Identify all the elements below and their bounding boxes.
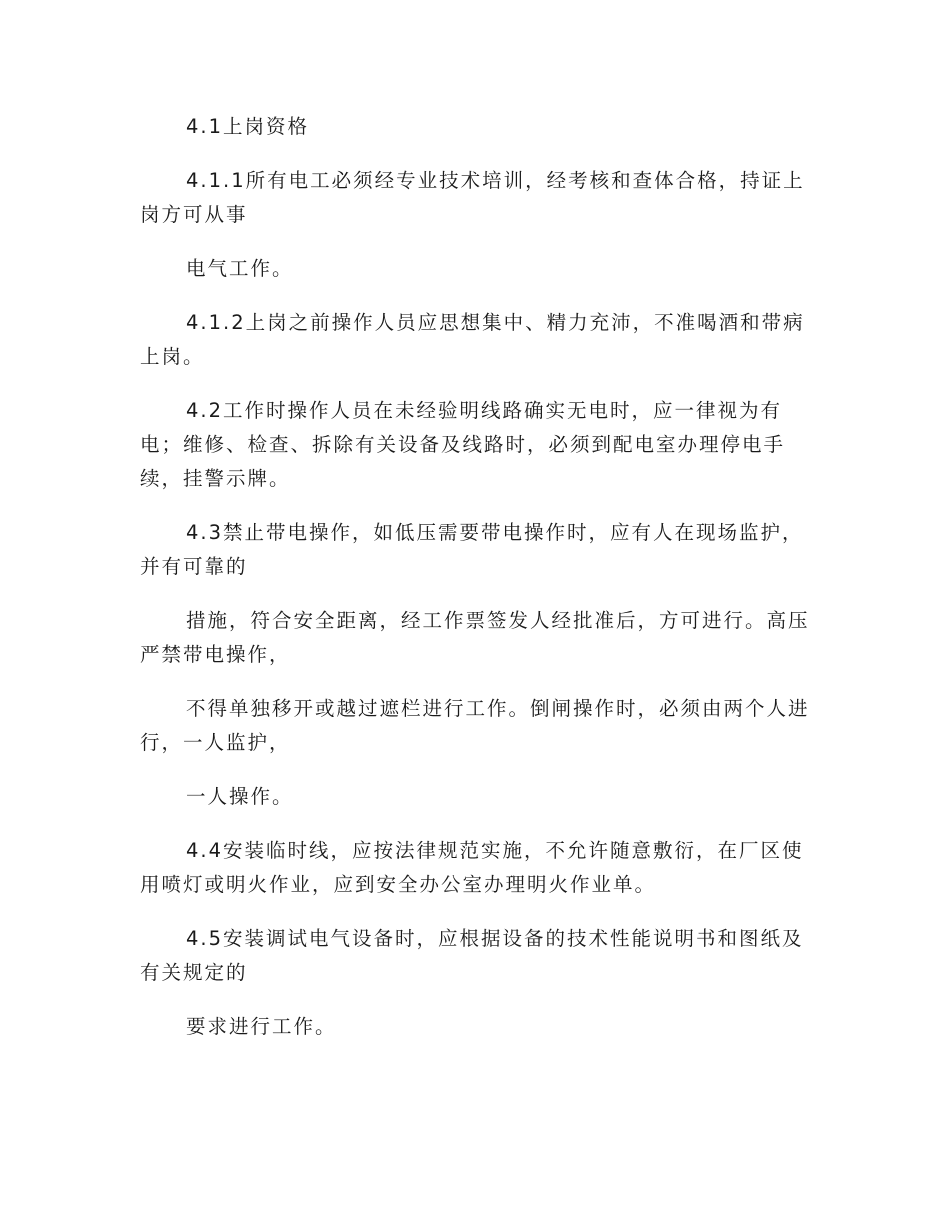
paragraph-4-1-1-continued: 电气工作。 bbox=[186, 257, 294, 280]
paragraph-4-1-1: 4.1.1所有电工必须经专业技术培训，经考核和查体合格，持证上岗方可从事 bbox=[140, 169, 805, 226]
paragraph-4-5-continued: 要求进行工作。 bbox=[186, 1015, 337, 1038]
paragraph-4-3-continued-2: 不得单独移开或越过遮栏进行工作。倒闸操作时，必须由两个人进行，一人监护， bbox=[140, 697, 810, 754]
paragraph-4-2: 4.2工作时操作人员在未经验明线路确实无电时，应一律视为有电；维修、检查、拆除有关设备及线路时，必须到配电室办理停电手续，挂警示牌。 bbox=[140, 399, 786, 490]
paragraph-4-3: 4.3禁止带电操作，如低压需要带电操作时，应有人在现场监护，并有可靠的 bbox=[140, 521, 804, 578]
document-body bbox=[140, 110, 812, 1064]
paragraph-4-3-continued-3: 一人操作。 bbox=[186, 785, 294, 808]
paragraph-4-1-2: 4.1.2上岗之前操作人员应思想集中、精力充沛，不准喝酒和带病上岗。 bbox=[140, 311, 805, 368]
paragraph-4-1: 4.1上岗资格 bbox=[186, 115, 310, 138]
paragraph-4-5: 4.5安装调试电气设备时，应根据设备的技术性能说明书和图纸及有关规定的 bbox=[140, 927, 804, 984]
paragraph-4-3-continued-1: 措施，符合安全距离，经工作票签发人经批准后，方可进行。高压严禁带电操作， bbox=[140, 609, 810, 666]
paragraph-4-4: 4.4安装临时线，应按法律规范实施，不允许随意敷衍，在厂区使用喷灯或明火作业，应到安全办公室办理明火作业单。 bbox=[140, 839, 804, 896]
